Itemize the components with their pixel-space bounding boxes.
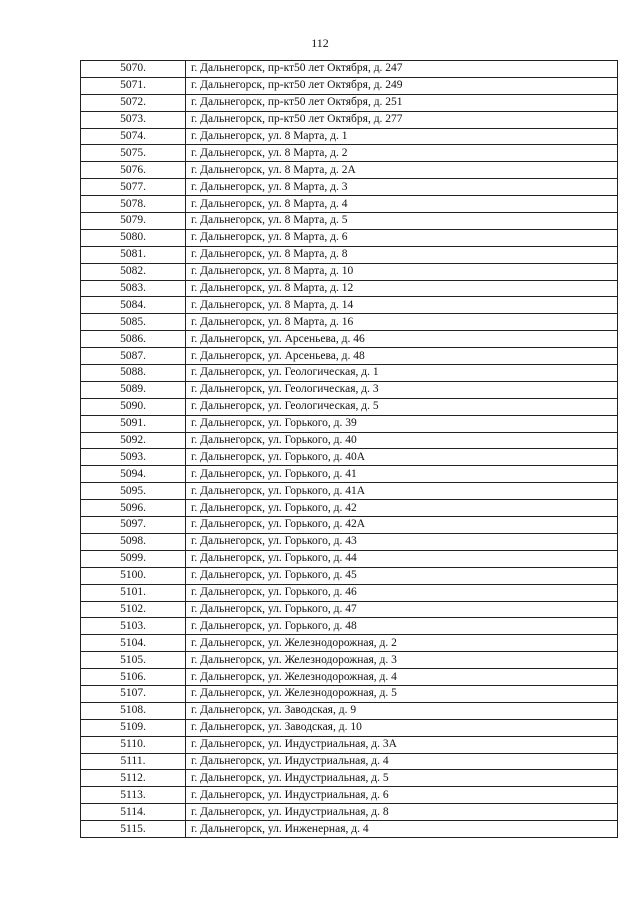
row-number: 5075. <box>81 145 186 162</box>
row-number: 5109. <box>81 719 186 736</box>
row-number: 5085. <box>81 314 186 331</box>
row-address: г. Дальнегорск, ул. Горького, д. 42 <box>186 500 618 517</box>
row-address: г. Дальнегорск, ул. Индустриальная, д. 3А <box>186 736 618 753</box>
row-address: г. Дальнегорск, ул. Геологическая, д. 1 <box>186 365 618 382</box>
row-address: г. Дальнегорск, ул. 8 Марта, д. 4 <box>186 196 618 213</box>
row-address: г. Дальнегорск, ул. Горького, д. 46 <box>186 584 618 601</box>
table-row <box>81 702 618 719</box>
row-address: г. Дальнегорск, пр-кт50 лет Октября, д. 249 <box>186 77 618 94</box>
row-number: 5078. <box>81 196 186 213</box>
table-row <box>81 348 618 365</box>
row-number: 5087. <box>81 348 186 365</box>
table-row <box>81 719 618 736</box>
table-row <box>81 601 618 618</box>
table-row <box>81 550 618 567</box>
table-row <box>81 685 618 702</box>
row-number: 5108. <box>81 702 186 719</box>
table-row <box>81 162 618 179</box>
row-number: 5088. <box>81 365 186 382</box>
row-number: 5070. <box>81 61 186 78</box>
row-number: 5089. <box>81 381 186 398</box>
row-number: 5110. <box>81 736 186 753</box>
row-number: 5101. <box>81 584 186 601</box>
table-row <box>81 517 618 534</box>
row-address: г. Дальнегорск, ул. Индустриальная, д. 5 <box>186 770 618 787</box>
table-row <box>81 415 618 432</box>
row-address: г. Дальнегорск, ул. 8 Марта, д. 2А <box>186 162 618 179</box>
table-row <box>81 145 618 162</box>
row-address: г. Дальнегорск, ул. Геологическая, д. 5 <box>186 398 618 415</box>
row-number: 5074. <box>81 128 186 145</box>
row-number: 5073. <box>81 111 186 128</box>
row-number: 5107. <box>81 685 186 702</box>
row-number: 5113. <box>81 787 186 804</box>
row-address: г. Дальнегорск, ул. Горького, д. 42А <box>186 517 618 534</box>
row-number: 5086. <box>81 331 186 348</box>
row-number: 5102. <box>81 601 186 618</box>
row-address: г. Дальнегорск, ул. Индустриальная, д. 4 <box>186 753 618 770</box>
row-number: 5095. <box>81 483 186 500</box>
row-number: 5081. <box>81 246 186 263</box>
table-row <box>81 297 618 314</box>
row-address: г. Дальнегорск, ул. Горького, д. 41 <box>186 466 618 483</box>
row-number: 5076. <box>81 162 186 179</box>
table-row <box>81 753 618 770</box>
row-number: 5112. <box>81 770 186 787</box>
row-number: 5083. <box>81 280 186 297</box>
row-address: г. Дальнегорск, ул. Железнодорожная, д. 4 <box>186 669 618 686</box>
row-number: 5071. <box>81 77 186 94</box>
table-row <box>81 584 618 601</box>
address-table <box>80 60 618 838</box>
table-row <box>81 263 618 280</box>
table-row <box>81 77 618 94</box>
row-address: г. Дальнегорск, пр-кт50 лет Октября, д. 277 <box>186 111 618 128</box>
table-row <box>81 280 618 297</box>
table-row <box>81 128 618 145</box>
row-number: 5084. <box>81 297 186 314</box>
row-number: 5106. <box>81 669 186 686</box>
row-number: 5105. <box>81 652 186 669</box>
row-number: 5114. <box>81 804 186 821</box>
row-number: 5103. <box>81 618 186 635</box>
row-address: г. Дальнегорск, ул. Инженерная, д. 4 <box>186 821 618 838</box>
row-address: г. Дальнегорск, ул. Горького, д. 47 <box>186 601 618 618</box>
table-row <box>81 533 618 550</box>
row-number: 5111. <box>81 753 186 770</box>
table-row <box>81 652 618 669</box>
row-address: г. Дальнегорск, ул. Индустриальная, д. 8 <box>186 804 618 821</box>
table-row <box>81 770 618 787</box>
row-address: г. Дальнегорск, ул. 8 Марта, д. 2 <box>186 145 618 162</box>
row-address: г. Дальнегорск, ул. Железнодорожная, д. 3 <box>186 652 618 669</box>
row-number: 5082. <box>81 263 186 280</box>
row-address: г. Дальнегорск, ул. Арсеньева, д. 48 <box>186 348 618 365</box>
table-row <box>81 229 618 246</box>
row-address: г. Дальнегорск, ул. 8 Марта, д. 16 <box>186 314 618 331</box>
table-row <box>81 314 618 331</box>
table-row <box>81 567 618 584</box>
table-row <box>81 213 618 230</box>
table-row <box>81 111 618 128</box>
table-row <box>81 196 618 213</box>
table-row <box>81 381 618 398</box>
row-number: 5096. <box>81 500 186 517</box>
row-address: г. Дальнегорск, ул. 8 Марта, д. 1 <box>186 128 618 145</box>
row-address: г. Дальнегорск, ул. Горького, д. 45 <box>186 567 618 584</box>
row-number: 5098. <box>81 533 186 550</box>
row-address: г. Дальнегорск, ул. 8 Марта, д. 3 <box>186 179 618 196</box>
row-address: г. Дальнегорск, ул. Арсеньева, д. 46 <box>186 331 618 348</box>
row-number: 5104. <box>81 635 186 652</box>
row-number: 5091. <box>81 415 186 432</box>
row-address: г. Дальнегорск, ул. Горького, д. 41А <box>186 483 618 500</box>
row-number: 5100. <box>81 567 186 584</box>
table-row <box>81 618 618 635</box>
row-address: г. Дальнегорск, ул. Горького, д. 43 <box>186 533 618 550</box>
row-number: 5094. <box>81 466 186 483</box>
row-address: г. Дальнегорск, ул. Железнодорожная, д. 5 <box>186 685 618 702</box>
row-number: 5090. <box>81 398 186 415</box>
row-address: г. Дальнегорск, ул. 8 Марта, д. 10 <box>186 263 618 280</box>
table-row <box>81 331 618 348</box>
table-row <box>81 466 618 483</box>
table-row <box>81 821 618 838</box>
table-row <box>81 398 618 415</box>
table-row <box>81 635 618 652</box>
table-row <box>81 483 618 500</box>
row-address: г. Дальнегорск, ул. Горького, д. 44 <box>186 550 618 567</box>
row-number: 5099. <box>81 550 186 567</box>
row-address: г. Дальнегорск, ул. Геологическая, д. 3 <box>186 381 618 398</box>
row-number: 5093. <box>81 449 186 466</box>
row-number: 5079. <box>81 213 186 230</box>
page-number: 112 <box>311 36 329 50</box>
row-number: 5092. <box>81 432 186 449</box>
table-row <box>81 246 618 263</box>
row-address: г. Дальнегорск, пр-кт50 лет Октября, д. 251 <box>186 94 618 111</box>
row-address: г. Дальнегорск, ул. Горького, д. 39 <box>186 415 618 432</box>
row-address: г. Дальнегорск, ул. Горького, д. 48 <box>186 618 618 635</box>
table-row <box>81 449 618 466</box>
row-address: г. Дальнегорск, ул. Железнодорожная, д. 2 <box>186 635 618 652</box>
row-address: г. Дальнегорск, ул. 8 Марта, д. 5 <box>186 213 618 230</box>
row-address: г. Дальнегорск, ул. Индустриальная, д. 6 <box>186 787 618 804</box>
row-number: 5080. <box>81 229 186 246</box>
row-number: 5077. <box>81 179 186 196</box>
row-number: 5097. <box>81 517 186 534</box>
table-row <box>81 736 618 753</box>
row-address: г. Дальнегорск, ул. Заводская, д. 10 <box>186 719 618 736</box>
table-row <box>81 669 618 686</box>
row-number: 5072. <box>81 94 186 111</box>
row-address: г. Дальнегорск, пр-кт50 лет Октября, д. 247 <box>186 61 618 78</box>
table-row <box>81 787 618 804</box>
table-row <box>81 432 618 449</box>
table-row <box>81 61 618 78</box>
row-address: г. Дальнегорск, ул. 8 Марта, д. 6 <box>186 229 618 246</box>
table-row <box>81 179 618 196</box>
row-number: 5115. <box>81 821 186 838</box>
row-address: г. Дальнегорск, ул. Горького, д. 40 <box>186 432 618 449</box>
table-row <box>81 804 618 821</box>
row-address: г. Дальнегорск, ул. 8 Марта, д. 12 <box>186 280 618 297</box>
row-address: г. Дальнегорск, ул. Горького, д. 40А <box>186 449 618 466</box>
address-table-body <box>81 61 618 838</box>
table-row <box>81 94 618 111</box>
table-row <box>81 365 618 382</box>
table-row <box>81 500 618 517</box>
row-address: г. Дальнегорск, ул. Заводская, д. 9 <box>186 702 618 719</box>
row-address: г. Дальнегорск, ул. 8 Марта, д. 14 <box>186 297 618 314</box>
row-address: г. Дальнегорск, ул. 8 Марта, д. 8 <box>186 246 618 263</box>
